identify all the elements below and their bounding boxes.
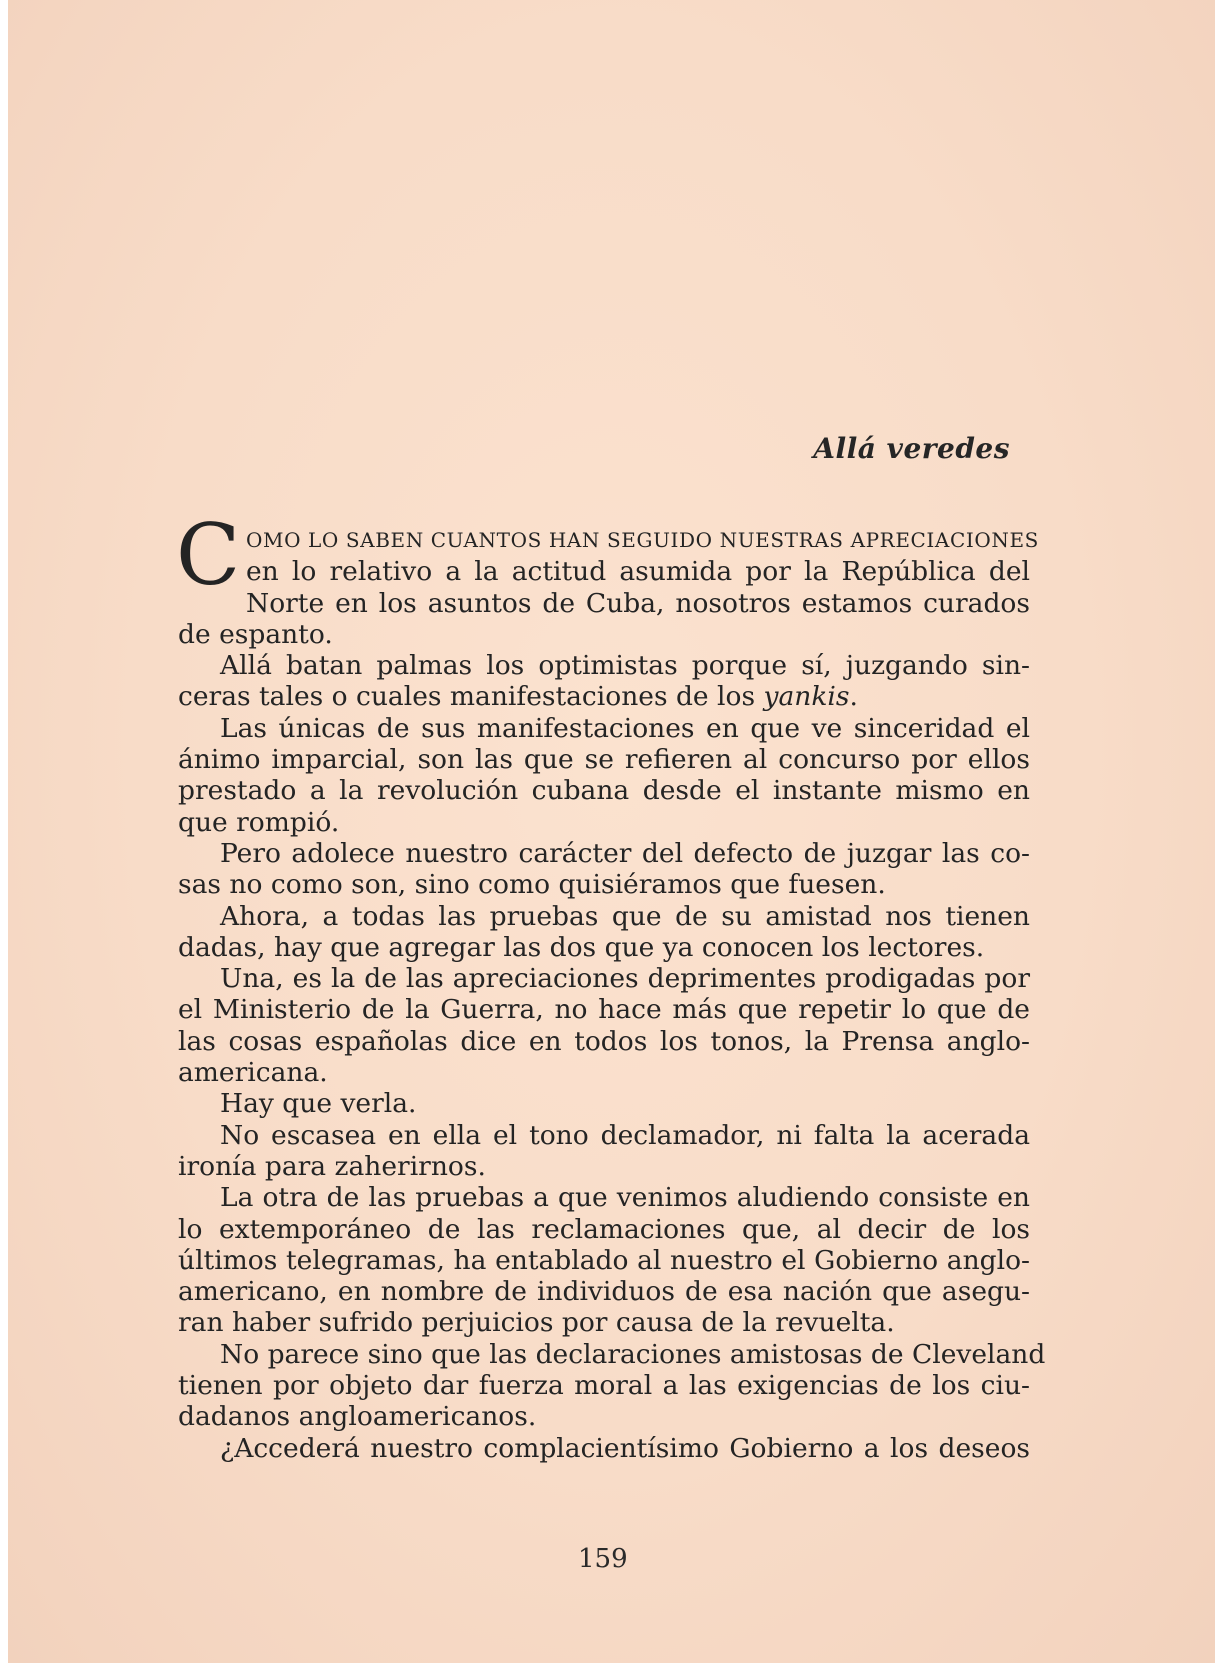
- body-text: [176, 506, 1046, 1464]
- paragraph: [178, 713, 1030, 838]
- text-line: en lo relativo a la actitud asumida por la República del: [246, 556, 1030, 588]
- opening-paragraph: [176, 506, 1039, 650]
- text-line: sas no como son, sino como quisiéramos que fuesen.: [178, 869, 886, 901]
- paragraph: [178, 963, 1030, 1088]
- paragraph: [178, 1088, 1030, 1119]
- text-line: lo extemporáneo de las reclamaciones que, al decir de los: [178, 1213, 1030, 1245]
- line-text: ceras tales o cuales manifestaciones de los: [178, 681, 764, 713]
- text-line: que rompió.: [178, 806, 340, 838]
- text-line: prestado a la revolución cubana desde el instante mismo en: [178, 775, 1030, 807]
- text-line: [178, 523, 1039, 556]
- text-line: Las únicas de sus manifestaciones en que ve sinceridad el: [220, 712, 1030, 744]
- book-page: [8, 0, 1215, 1663]
- text-line: ran haber sufrido perjuicios por causa de la revuelta.: [178, 1307, 895, 1339]
- text-line: Una, es la de las apreciaciones deprimentes prodigadas por: [220, 963, 1030, 995]
- text-line: tienen por objeto dar fuerza moral a las exigencias de los ciu-: [178, 1370, 1030, 1402]
- text-line: americano, en nombre de individuos de esa nación que asegu-: [178, 1276, 1030, 1308]
- text-line: [178, 681, 1030, 712]
- text-line: ánimo imparcial, son las que se refieren al concurso por ellos: [178, 744, 1030, 776]
- text-line: las cosas españolas dice en todos los tonos, la Prensa anglo-: [178, 1025, 1030, 1057]
- drop-cap: C: [176, 506, 241, 604]
- text-line: No escasea en ella el tono declamador, ni falta la acerada: [220, 1119, 1030, 1151]
- paragraph: [178, 650, 1030, 713]
- emphasized-word: yankis: [763, 681, 850, 713]
- text-line: ironía para zaherirnos.: [178, 1150, 486, 1182]
- text-line: Norte en los asuntos de Cuba, nosotros estamos curados: [246, 587, 1030, 619]
- paragraph: [178, 838, 1030, 901]
- text-line: La otra de las pruebas a que venimos aludiendo consiste en: [220, 1182, 1030, 1214]
- paragraph-list: [178, 650, 1046, 1464]
- text-line: dadanos angloamericanos.: [178, 1401, 537, 1433]
- punctuation: .: [849, 681, 858, 713]
- text-line: Allá batan palmas los optimistas porque sí, juzgando sin-: [220, 650, 1030, 682]
- text-line: Pero adolece nuestro carácter del defecto de juzgar las co-: [220, 837, 1030, 869]
- text-line: últimos telegramas, ha entablado al nuestro el Gobierno anglo-: [178, 1244, 1030, 1276]
- text-line: Ahora, a todas las pruebas que de su amistad nos tienen: [220, 900, 1030, 932]
- text-line: Hay que verla.: [220, 1088, 417, 1120]
- paragraph: [178, 1182, 1030, 1338]
- text-line: americana.: [178, 1057, 328, 1089]
- scan-margin: [0, 0, 8, 1663]
- paragraph: [178, 1120, 1030, 1183]
- text-line: el Ministerio de la Guerra, no hace más que repetir lo que de: [178, 994, 1030, 1026]
- text-line: de espanto.: [178, 618, 333, 650]
- page-number: 159: [578, 1544, 628, 1574]
- text-line: No parece sino que las declaraciones amistosas de Cleveland: [220, 1338, 1046, 1370]
- paragraph: [178, 1433, 1030, 1464]
- running-title: Allá veredes: [813, 432, 1010, 465]
- text-line: dadas, hay que agregar las dos que ya conocen los lectores.: [178, 931, 985, 963]
- text-line: ¿Accederá nuestro complacientísimo Gobierno a los deseos: [220, 1432, 1030, 1464]
- paragraph: [178, 901, 1030, 964]
- paragraph: [178, 1338, 1046, 1433]
- small-caps-opening: OMO LO SABEN CUANTOS HAN SEGUIDO NUESTRAS APRECIACIONES: [246, 528, 1039, 552]
